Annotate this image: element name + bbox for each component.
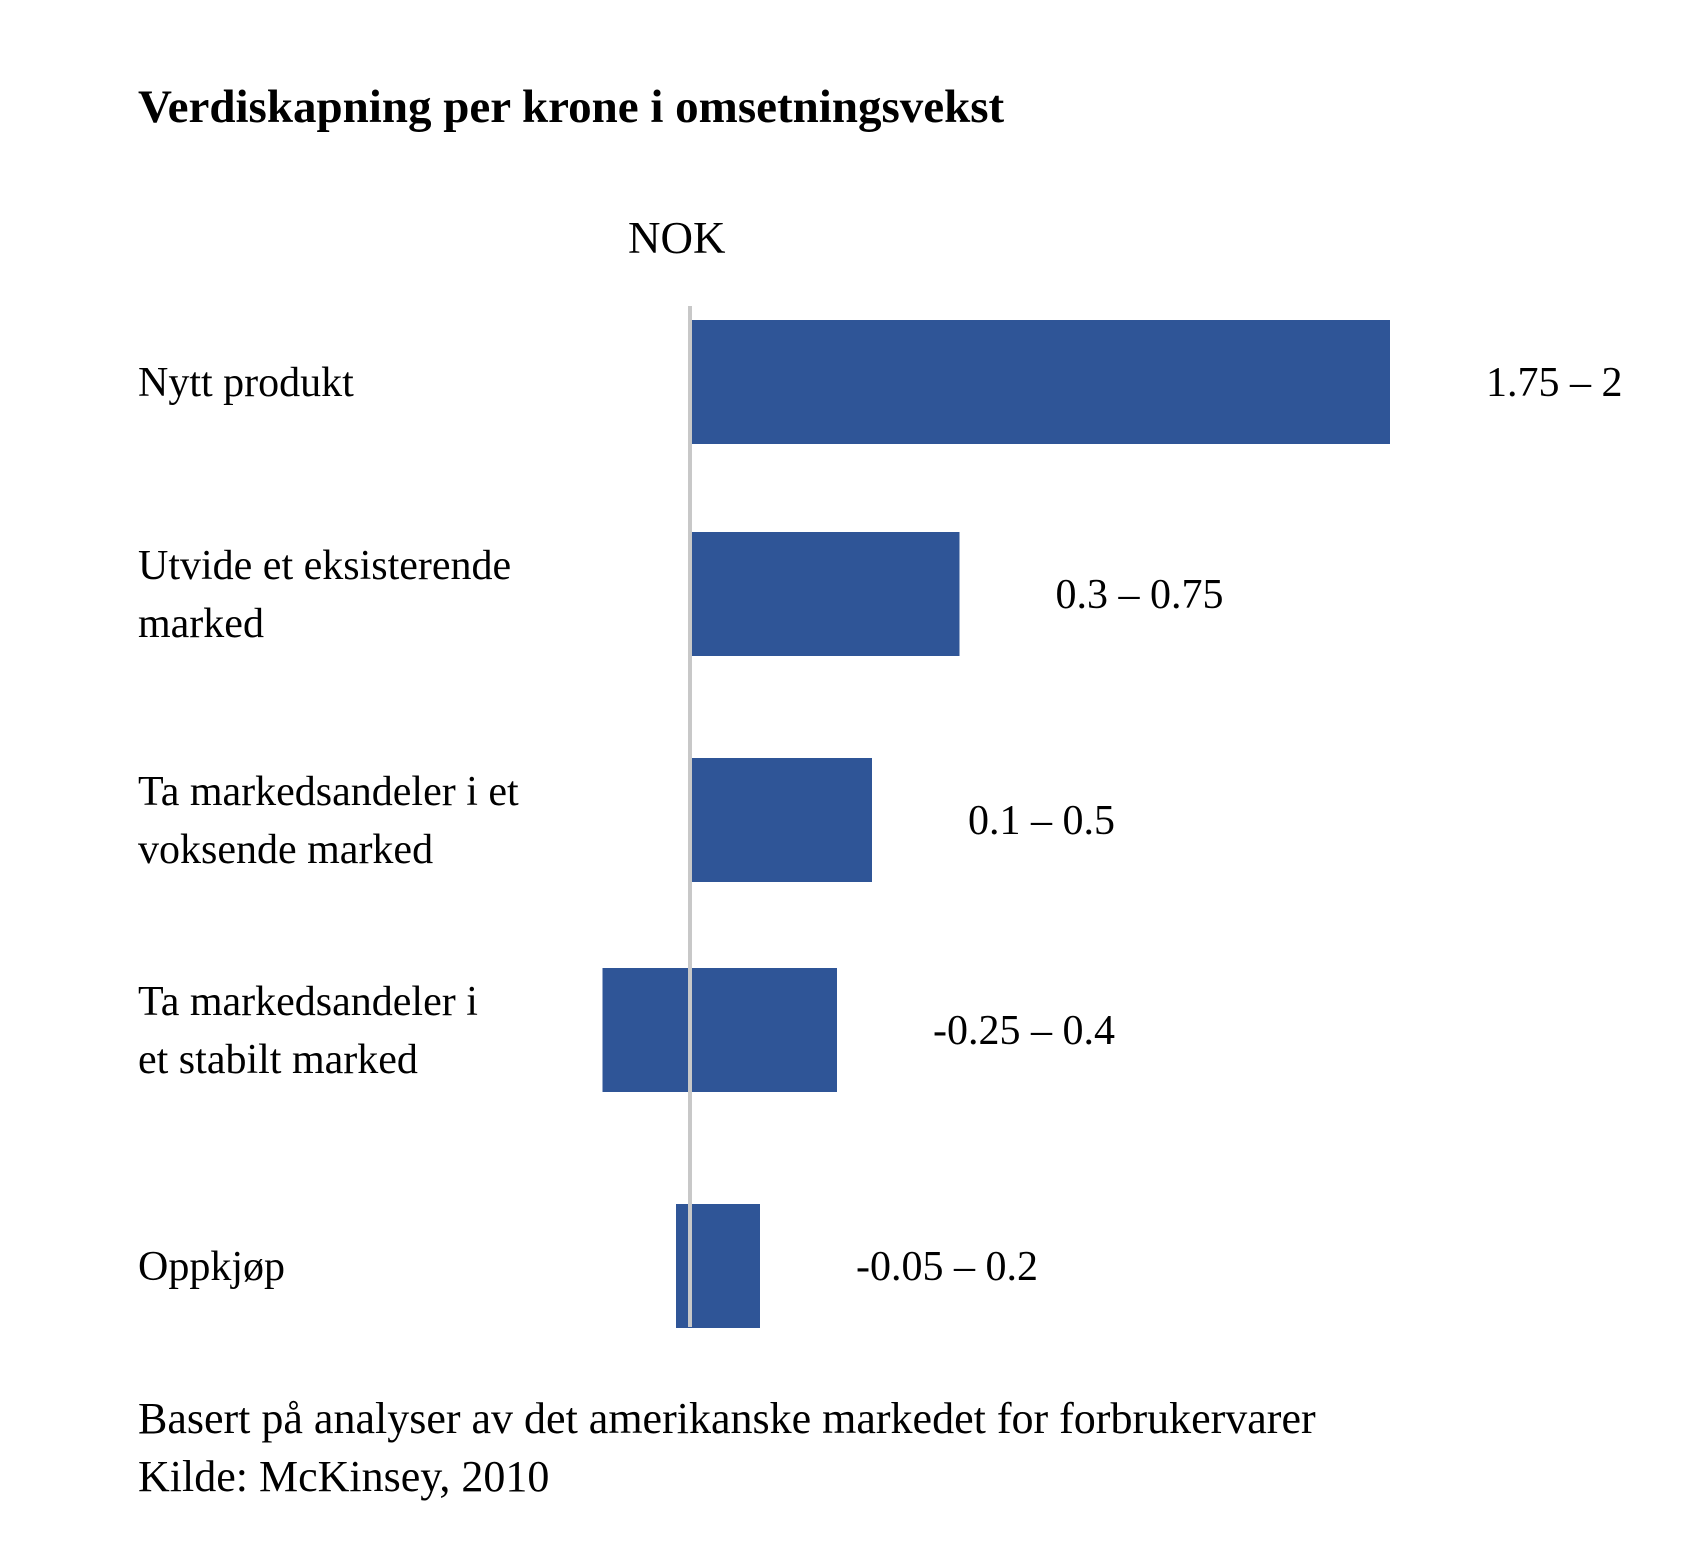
bar-1 [690,320,1390,444]
category-label-line: voksende marked [138,827,434,873]
category-label-5 [138,1244,285,1290]
bar-2 [690,532,960,656]
category-label-line: Ta markedsandeler i et [138,769,519,815]
bar-3 [690,758,872,882]
unit-label: NOK [628,213,726,263]
range-label-5: -0.05 – 0.2 [856,1244,1038,1290]
bar-4 [603,968,838,1092]
range-label-1: 1.75 – 2 [1486,360,1623,406]
range-labels [856,360,1623,1290]
range-label-4: -0.25 – 0.4 [933,1008,1115,1054]
range-label-3: 0.1 – 0.5 [968,798,1115,844]
footnote [138,1390,1316,1506]
category-label-line: et stabilt marked [138,1037,418,1083]
category-label-1 [138,360,354,406]
chart-title: Verdiskapning per krone i omsetningsvekst [138,81,1005,133]
footnote-line-1: Basert på analyser av det amerikanske markedet for forbrukervarer [138,1394,1316,1443]
category-label-line: marked [138,601,264,647]
category-label-line: Utvide et eksisterende [138,543,512,589]
category-label-line: Ta markedsandeler i [138,979,478,1025]
category-labels [138,360,519,1290]
category-label-line: Oppkjøp [138,1244,285,1290]
range-label-2: 0.3 – 0.75 [1055,572,1224,618]
category-label-line: Nytt produkt [138,360,354,406]
category-label-3 [138,769,519,873]
category-label-4 [138,979,478,1083]
footnote-line-2: Kilde: McKinsey, 2010 [138,1452,550,1501]
category-label-2 [138,543,511,647]
